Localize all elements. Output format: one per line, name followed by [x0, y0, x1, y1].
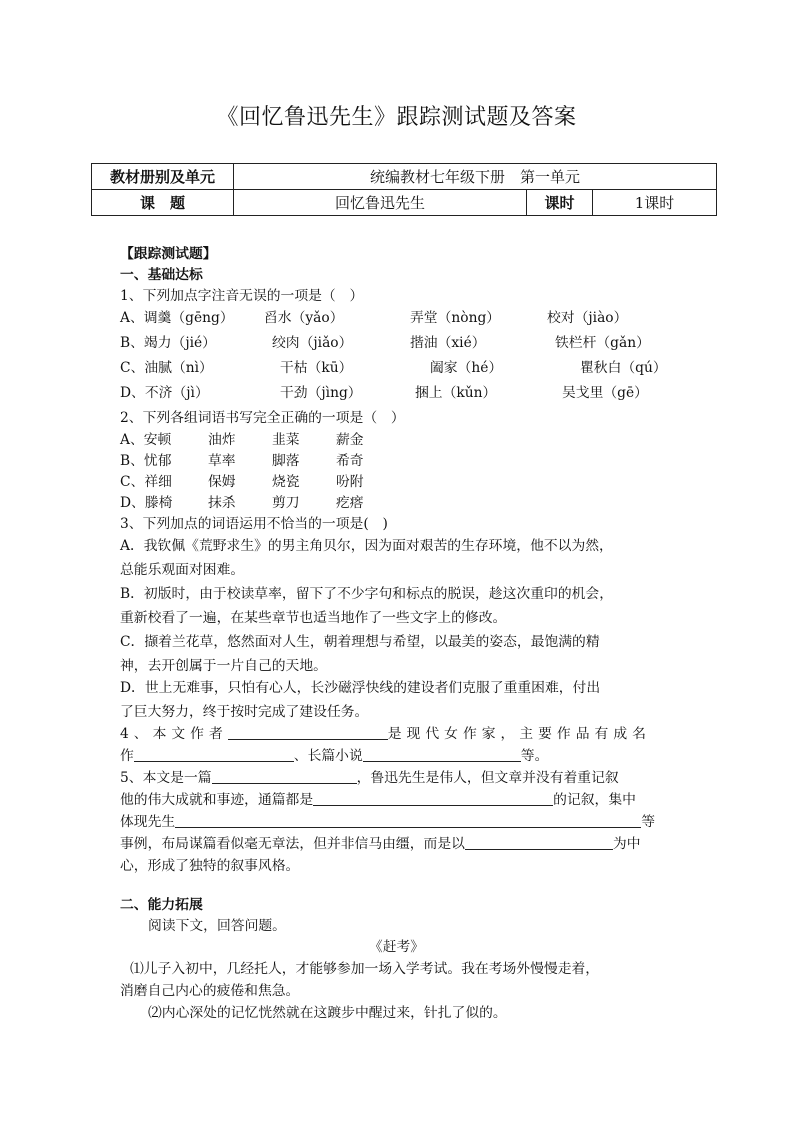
q3-option-b-line1: B．初版时，由于校读草率，留下了不少字句和标点的脱误，趁这次重印的机会， — [120, 586, 614, 602]
q1-d-item: D、不济（jì） — [120, 385, 209, 401]
section-header: 【跟踪测试题】 — [120, 246, 217, 262]
q1-d-item: 干劲（jìng） — [280, 385, 362, 401]
textbook-unit-value: 统编教材七年级下册 第一单元 — [234, 164, 717, 190]
lesson-label: 课 题 — [92, 190, 234, 216]
reading-instruction: 阅读下文，回答问题。 — [148, 918, 286, 934]
part-two-heading: 二、能力拓展 — [120, 897, 203, 913]
q5-text: 他的伟大成就和事迹，通篇都是 — [120, 792, 314, 808]
q5-line4 — [120, 832, 641, 852]
passage-paragraph-1-line1: ⑴儿子入初中，几经托人，才能够参加一场入学考试。我在考场外慢慢走着， — [130, 961, 600, 977]
q2-c-item: 烧瓷 — [272, 474, 300, 490]
q5-prompt-genre: 5、本文是一篇 — [120, 770, 212, 786]
course-info-table — [91, 163, 717, 216]
q1-c-item: 干枯（kū） — [280, 360, 353, 376]
q2-d-item: D、滕椅 — [120, 495, 173, 511]
q4-blank-famous-work[interactable] — [134, 747, 294, 762]
q2-d-item: 剪刀 — [272, 495, 300, 511]
q2-b-item: 脚落 — [272, 453, 300, 469]
passage-title: 《赶考》 — [368, 939, 425, 955]
q5-text: 体现先生 — [120, 814, 176, 830]
q1-b-item: B、竭力（jié） — [120, 335, 216, 351]
q2-a-item: 薪金 — [336, 432, 364, 448]
q3-option-a-line2: 总能乐观面对困难。 — [120, 562, 245, 578]
q2-a-item: 韭菜 — [272, 432, 300, 448]
q4-line1 — [120, 722, 651, 742]
q5-line1 — [120, 766, 619, 786]
q5-text: 为中 — [612, 836, 641, 852]
q1-c-item: 阖家（hé） — [430, 360, 503, 376]
q1-c-item: C、油腻（nì） — [120, 360, 213, 376]
q1-c-item: 瞿秋白（qú） — [580, 360, 667, 376]
q1-a-item: 舀水（yǎo） — [264, 310, 344, 326]
q1-b-item: 揩油（xié） — [410, 335, 486, 351]
q3-option-d-line1: D．世上无难事，只怕有心人，长沙磁浮快线的建设者们克服了重重困难，付出 — [120, 680, 601, 696]
q2-d-item: 疙瘩 — [336, 495, 364, 511]
period-value: 1课时 — [593, 190, 717, 216]
q5-text: ，鲁迅先生是伟人，但文章并没有着重记叙 — [356, 770, 619, 786]
q4-blank-author[interactable] — [228, 725, 388, 740]
passage-paragraph-1-line2: 消磨自己内心的疲倦和焦急。 — [120, 983, 300, 999]
passage-paragraph-2: ⑵内心深处的记忆恍然就在这踱步中醒过来，针扎了似的。 — [148, 1005, 507, 1021]
q4-blank-novel[interactable] — [363, 747, 521, 762]
q2-a-item: A、安顿 — [120, 432, 172, 448]
q5-text: 事例，布局谋篇看似毫无章法，但并非信马由缰，而是以 — [120, 836, 465, 852]
q5-text: 的记叙，集中 — [553, 792, 636, 808]
q2-c-item: 吩附 — [336, 474, 364, 490]
q4-prompt-works: 是现代女作家，主要作品有成名 — [387, 726, 651, 742]
q2-b-item: 草率 — [208, 453, 236, 469]
q1-a-item: A、调羹（gēng） — [120, 310, 234, 326]
textbook-unit-label: 教材册别及单元 — [92, 164, 234, 190]
q5-blank-examples[interactable] — [175, 813, 641, 828]
q3-option-c-line2: 神，去开创属于一片自己的天地。 — [120, 658, 327, 674]
q1-a-item: 弄堂（nòng） — [410, 310, 501, 326]
q3-option-b-line2: 重新校看了一遍，在某些章节也适当地作了一些文字上的修改。 — [120, 610, 507, 626]
q3-option-a-line1: A．我钦佩《荒野求生》的男主角贝尔，因为面对艰苦的生存环境，他不以为然， — [120, 538, 613, 554]
q1-stem: 1、下列加点字注音无误的一项是（ ） — [120, 288, 364, 304]
q2-b-item: B、忧郁 — [120, 453, 172, 469]
q5-blank-genre[interactable] — [212, 769, 357, 784]
q5-blank-content[interactable] — [313, 791, 553, 806]
q3-option-c-line1: C．撷着兰花草，悠然面对人生，朝着理想与希望，以最美的姿态，最饱满的精 — [120, 634, 600, 650]
q3-stem: 3、下列加点的词语运用不恰当的一项是( ) — [120, 516, 388, 532]
q5-line2 — [120, 788, 636, 808]
q2-c-item: C、祥细 — [120, 474, 172, 490]
document-title: 《回忆鲁迅先生》跟踪测试题及答案 — [216, 105, 577, 130]
q2-stem: 2、下列各组词语书写完全正确的一项是（ ） — [120, 410, 405, 426]
q4-prompt-novel: 、长篇小说 — [293, 748, 363, 764]
q5-line3 — [120, 810, 655, 830]
q1-d-item: 吴戈里（gē） — [562, 385, 648, 401]
q4-prompt-author: 4、本文作者 — [120, 726, 228, 742]
q4-prompt-end: 等。 — [520, 748, 549, 764]
q5-blank-center[interactable] — [465, 835, 613, 850]
q2-d-item: 抹杀 — [208, 495, 236, 511]
part-one-heading: 一、基础达标 — [120, 267, 203, 283]
q5-line5: 心，形成了独特的叙事风格。 — [120, 858, 300, 874]
q2-a-item: 油炸 — [208, 432, 236, 448]
q4-line2 — [120, 744, 548, 764]
lesson-value: 回忆鲁迅先生 — [234, 190, 527, 216]
q2-b-item: 希奇 — [336, 453, 364, 469]
q1-a-item: 校对（jiào） — [547, 310, 628, 326]
q2-c-item: 保姆 — [208, 474, 236, 490]
q1-d-item: 捆上（kǔn） — [415, 385, 497, 401]
q1-b-item: 铁栏杆（gǎn） — [555, 335, 650, 351]
q5-text: 等 — [641, 814, 655, 830]
q4-prompt-famous: 作 — [120, 748, 134, 764]
q1-b-item: 绞肉（jiǎo） — [272, 335, 353, 351]
q3-option-d-line2: 了巨大努力，终于按时完成了建设任务。 — [120, 704, 369, 720]
period-label: 课时 — [527, 190, 593, 216]
